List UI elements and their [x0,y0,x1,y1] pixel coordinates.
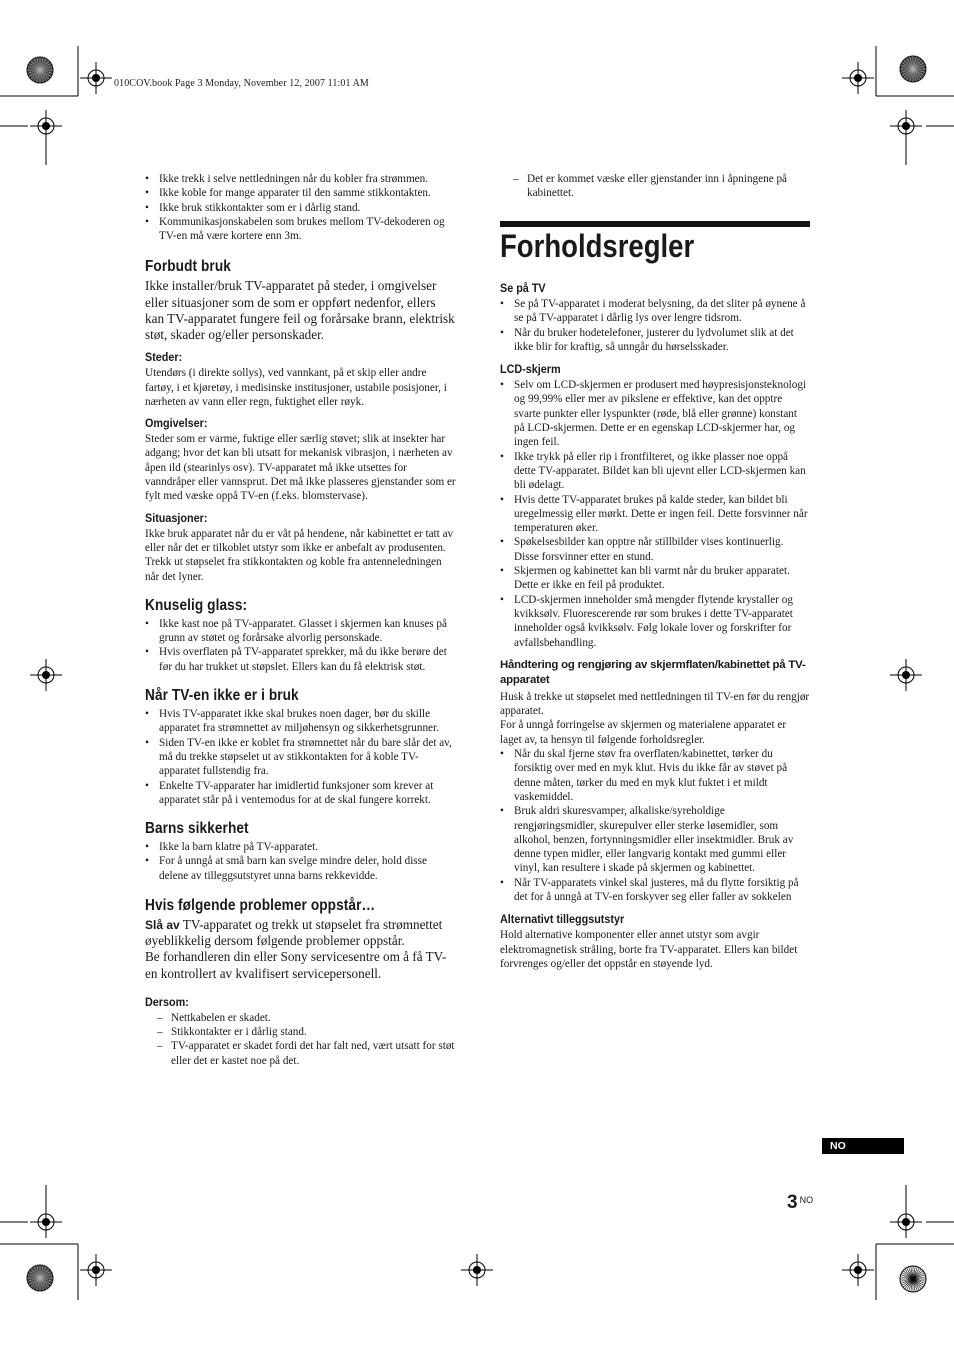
dersom-list [145,1011,457,1068]
language-tab-label: NO [830,1140,846,1152]
list-item: • Se på TV-apparatet i moderat belysning, da det sliter på øynene å se på TV-apparatet i dårlig lys over lengre tidsrom. [500,297,810,326]
list-item: • Bruk aldri skuresvamper, alkaliske/syreholdige rengjøringsmidler, skurepulver eller sterke løsemidler, som alkohol, benzen, fortynningsmidler eller insektmidler. Bruk av denne typen midler, eller langvarig kontakt med gummi eller vinyl, kan resultere i skade på skjermen og kabinettet. [500,804,810,875]
omgivelser-heading: Omgivelser: [145,416,208,431]
list-item: • For å unngå at små barn kan svelge mindre deler, hold disse delene av tilleggsutstyret unna barns rekkevidde. [145,854,457,883]
list-item: – Det er kommet væske eller gjenstander inn i åpningene på kabinettet. [513,172,810,201]
list-item: • Ikke trykk på eller rip i frontfilteret, og ikke plasser noe oppå dette TV-apparatet. Bildet kan bli ujevnt eller LCD-skjermen kan bli ødelagt. [500,450,810,493]
problemer-text-2: Be forhandleren din eller Sony servicesentre om å få TV-en kontrollert av kvalifisert servicepersonell. [145,949,447,981]
se-paa-tv-list [500,297,810,354]
naar-tv-ikke-i-bruk-list [145,707,457,807]
barns-sikkerhet-heading: Barns sikkerhet [145,820,249,838]
list-item: – Nettkabelen er skadet. [157,1011,457,1025]
list-item: – Stikkontakter er i dårlig stand. [157,1025,457,1039]
continued-list [513,172,810,201]
lcd-skjerm-heading: LCD-skjerm [500,362,561,377]
naar-tv-ikke-i-bruk-heading: Når TV-en ikke er i bruk [145,687,299,705]
haandtering-heading: Håndtering og rengjøring av skjermflaten/kabinettet på TV-apparatet [500,658,806,686]
slaa-av-lead: Slå av [145,918,180,933]
problemer-heading: Hvis følgende problemer oppstår… [145,897,376,915]
dersom-heading: Dersom: [145,994,189,1009]
haandtering-list [500,747,810,904]
haandtering-text-1: Husk å trekke ut støpselet med nettledningen til TV-en før du rengjør apparatet. [500,690,810,718]
page-number-suffix: NO [799,1195,814,1205]
list-item: • Når du bruker hodetelefoner, justerer du lydvolumet slik at det ikke blir for kraftig, så unngår du hørselsskader. [500,326,810,355]
knuselig-glass-list [145,617,457,674]
list-item: • Spøkelsesbilder kan opptre når stillbilder vises kontinuerlig. Disse forsvinner etter en stund. [500,535,810,564]
list-item: • Når du skal fjerne støv fra overflaten/kabinettet, tørker du forsiktig over med en myk klut. Hvis du ikke får av støvet på denne måten, tørker du med en myk klut fuktet i et mildt vaskemiddel. [500,747,810,804]
problemer-text [145,917,457,949]
list-item: – TV-apparatet er skadet fordi det har falt ned, vært utsatt for støt eller det er kastet noe på det. [157,1039,457,1068]
title-rule [500,221,810,227]
lcd-skjerm-list [500,378,810,650]
steder-heading: Steder: [145,350,183,365]
page-number [787,1192,813,1214]
language-tab [822,1138,904,1154]
list-item: • Skjermen og kabinettet kan bli varmt når du bruker apparatet. Dette er ikke en feil på produktet. [500,564,810,593]
list-item: • Hvis overflaten på TV-apparatet sprekker, må du ikke berøre det før du har trukket ut støpslet. Ellers kan du få elektrisk støt. [145,645,457,674]
list-item: • Siden TV-en ikke er koblet fra strømnettet når du bare slår det av, må du trekke støpselet ut av stikkontakten for å koble TV-apparatet fullstendig fra. [145,736,457,779]
forbudt-bruk-heading: Forbudt bruk [145,258,231,276]
problemer-text-1: TV-apparatet og trekk ut støpselet fra strømnettet øyeblikkelig dersom følgende problemer oppstår. [145,917,443,949]
print-header-info: 010COV.book Page 3 Monday, November 12, 2007 11:01 AM [114,78,369,89]
list-item: • Selv om LCD-skjermen er produsert med høypresisjonsteknologi og 99,99% eller mer av pikslene er effektive, kan det opptre svarte punkter eller lyspunkter (røde, blå eller grønne) konstant på LCD-skjermen. Dette er en egenskap LCD-skjermer har, og ingen feil. [500,378,810,449]
intro-list [145,172,457,243]
list-item: • Når TV-apparatets vinkel skal justeres, må du flytte forsiktig på det for å unngå at TV-en forskyver seg eller faller av sokkelen [500,876,810,905]
page-title: Forholdsregler [500,228,695,264]
list-item: • Ikke la barn klatre på TV-apparatet. [145,840,457,854]
list-item: • Kommunikasjonskabelen som brukes mellom TV-dekoderen og TV-en må være kortere enn 3m. [145,215,457,244]
list-item: • Hvis dette TV-apparatet brukes på kalde steder, kan bildet bli uregelmessig eller mørkt. Dette er ingen feil. Dette forsvinner når temperaturen øker. [500,493,810,536]
alternativt-text: Hold alternative komponenter eller annet utstyr som avgir elektromagnetisk stråling, borte fra TV-apparatet. Ellers kan bildet forvrenges og/eller det oppstår en støyende lyd. [500,929,798,970]
list-item: • LCD-skjermen inneholder små mengder flytende krystaller og kvikksølv. Fluorescerende rør som brukes i dette TV-apparatet inneholder også kvikksølv. Følg lokale lover og forskrifter for avfallsbehandling. [500,593,810,650]
list-item: • Enkelte TV-apparater har imidlertid funksjoner som krever at apparatet står på i ventemodus for at de skal fungere korrekt. [145,779,457,808]
list-item: • Ikke bruk stikkontakter som er i dårlig stand. [145,201,457,215]
continued-list-wrap [513,172,810,201]
left-column [145,172,457,1068]
page-number-value: 3 [787,1192,798,1213]
right-column [500,281,810,971]
omgivelser-text: Steder som er varme, fuktige eller særlig støvet; slik at insekter har adgang; hvor det kan bli utsatt for mekanisk vibrasjon, i nærheten av åpen ild (stearinlys osv). TV-apparatet må ikke utsettes for vanndråper eller vannsprut. Det må ikke plasseres gjenstander som er fylt med væske oppå TV-en (f.eks. blomstervase). [145,433,456,503]
haandtering-text-2: For å unngå forringelse av skjermen og materialene apparatet er laget av, ta hensyn til følgende forholdsregler. [500,719,787,746]
list-item: • Ikke koble for mange apparater til den samme stikkontakten. [145,186,457,200]
forbudt-bruk-text: Ikke installer/bruk TV-apparatet på steder, i omgivelser eller situasjoner som de som er oppført nedenfor, ellers kan TV-apparatet fungere feil og forårsake brann, elektrisk støt, skader og/eller personskader. [145,278,455,343]
barns-sikkerhet-list [145,840,457,883]
situasjoner-heading: Situasjoner: [145,510,208,525]
list-item: • Ikke trekk i selve nettledningen når du kobler fra strømmen. [145,172,457,186]
se-paa-tv-heading: Se på TV [500,281,546,295]
alternativt-heading: Alternativt tilleggsutstyr [500,912,625,927]
list-item: • Hvis TV-apparatet ikke skal brukes noen dager, bør du skille apparatet fra strømnettet av miljøhensyn og sikkerhetsgrunner. [145,707,457,736]
situasjoner-text: Ikke bruk apparatet når du er våt på hendene, når kabinettet er tatt av eller når det er tilkoblet utstyr som ikke er anbefalt av produsenten. Trekk ut støpselet fra stikkontakten og koble fra antenneledningen når det lyner. [145,527,454,583]
steder-text: Utendørs (i direkte sollys), ved vannkant, på et skip eller andre fartøy, i et kjøretøy, i medisinske institusjoner, ustabile posisjoner, i nærheten av vann eller regn, fuktighet eller røyk. [145,367,447,408]
knuselig-glass-heading: Knuselig glass: [145,596,248,614]
list-item: • Ikke kast noe på TV-apparatet. Glasset i skjermen kan knuses på grunn av støtet og forårsake alvorlig personskade. [145,617,457,646]
